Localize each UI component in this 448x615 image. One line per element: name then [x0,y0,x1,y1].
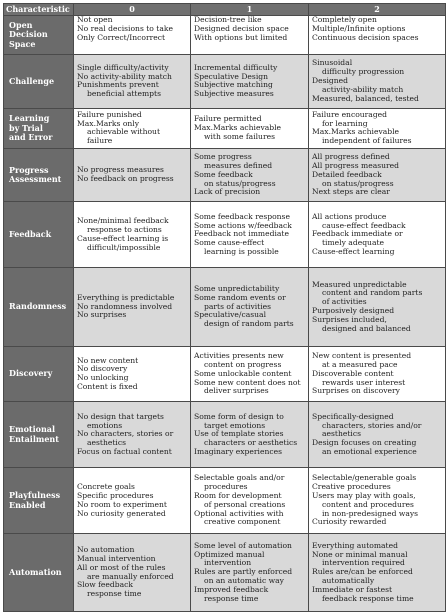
cell-line: content and procedures [322,499,414,509]
cell-line: content and random parts [322,288,423,298]
level-1-cell [191,402,309,468]
characteristics-table [3,3,446,612]
cell-line: Rules are/can be enforced [312,567,413,577]
cell-line: Max.Marks achievable [312,127,400,137]
characteristic-label-line: Enabled [9,499,46,510]
cell-line: Some cause-effect [194,238,265,248]
characteristic-label-line: Playfulness [9,490,61,501]
cell-line: are manually enforced [87,571,174,581]
cell-line: No curiosity generated [77,508,166,518]
cell-line: Creative procedures [312,482,391,492]
cell-line: With options but limited [194,32,288,42]
cell-line: emotions [87,420,123,430]
cell-line: Speculative Design [194,71,268,81]
header-level-2: 2 [309,4,446,16]
cell-line: Continuous decision spaces [312,32,419,42]
cell-line: Design focuses on creating [312,438,417,448]
characteristic-label-line: Challenge [9,75,55,86]
cell-line: No automation [77,545,135,555]
cell-line: aesthetics [322,429,361,439]
cell-line: Everything is predictable [77,292,175,302]
header-level-1: 1 [191,4,309,16]
level-0-cell [74,149,191,202]
level-2-cell [309,202,446,268]
cell-line: No feedback on progress [77,174,174,184]
cell-line: characters or aesthetics [204,438,298,448]
cell-line: Some feedback [194,169,253,179]
cell-line: Max.Marks only [77,118,140,128]
cell-line: an emotional experience [322,446,417,456]
cell-line: procedures [204,482,248,492]
cell-line: response to actions [87,224,162,234]
characteristic-label-line: Randomness [9,301,67,312]
level-0-cell [74,534,191,612]
header-level-0: 0 [74,4,191,16]
cell-line: All progress measured [312,160,400,170]
cell-line: intervention required [322,558,405,568]
level-1-cell [191,149,309,202]
cell-line: deliver surprises [204,386,269,396]
cell-line: response time [87,589,142,599]
cell-line: on status/progress [204,178,276,188]
row-characteristic [4,149,74,202]
cell-line: in non-predesigned ways [322,508,419,518]
characteristic-label-line: Feedback [9,228,52,239]
level-1-cell [191,55,309,108]
cell-line: of personal creations [204,499,286,509]
characteristic-label-line: Decision [9,29,48,40]
cell-line: New content is presented [312,351,412,361]
cell-line: All progress defined [312,152,390,162]
cell-line: Failure permitted [194,114,262,124]
cell-line: of activities [322,297,367,307]
level-1-cell [191,534,309,612]
cell-line: Use of template stories [194,429,284,439]
table-row [4,468,446,534]
cell-line: No randomness involved [77,301,173,311]
cell-line: achievable without [87,127,160,137]
cell-line: Incremental difficulty [194,62,278,72]
cell-line: beneficial attempts [87,89,161,99]
cell-line: failure [87,136,113,146]
cell-line: Multiple/Infinite options [312,23,406,33]
cell-line: No new content [77,355,139,365]
table-row [4,534,446,612]
cell-line: Specific procedures [77,490,154,500]
level-0-cell [74,402,191,468]
characteristic-label-line: and Error [9,132,53,143]
cell-line: independent of failures [322,136,412,146]
row-characteristic [4,346,74,401]
level-1-cell [191,468,309,534]
cell-line: Measured unpredictable [312,279,407,289]
characteristic-label-line: Discovery [9,368,53,379]
cell-line: characters, stories and/or [322,420,422,430]
cell-line: Some actions w/feedback [194,220,292,230]
cell-line: Selectable/generable goals [312,473,417,483]
cell-line: Purposively designed [312,306,395,316]
cell-line: No discovery [77,364,128,374]
cell-line: automatically [322,576,375,586]
table-row [4,16,446,55]
table-row [4,268,446,347]
cell-line: Optional activities with [194,508,284,518]
level-2-cell [309,108,446,148]
level-0-cell [74,16,191,55]
cell-line: activity-ability match [322,84,404,94]
cell-line: Speculative/casual [194,310,267,320]
cell-line: Rules are partly enforced [194,567,293,577]
level-0-cell [74,108,191,148]
cell-line: None/minimal feedback [77,216,169,226]
table-body [4,16,446,612]
cell-line: Concrete goals [77,482,135,492]
level-0-cell [74,55,191,108]
cell-line: Some progress [194,152,252,162]
table-row [4,149,446,202]
cell-line: creative component [204,517,281,527]
cell-line: Some new content does not [194,377,301,387]
characteristic-label-line: Space [9,38,36,49]
cell-line: Everything automated [312,540,398,550]
cell-line: timely adequate [322,238,385,248]
cell-line: Designed decision space [194,23,289,33]
cell-line: Detailed feedback [312,169,382,179]
cell-line: All or most of the rules [77,562,166,572]
cell-line: Some unpredictability [194,284,280,294]
table-header [4,4,446,16]
cell-line: Subjective measures [194,89,274,99]
cell-line: Room for development [194,490,282,500]
level-1-cell [191,108,309,148]
characteristic-label-line: Emotional [9,424,56,435]
characteristic-label-line: Progress [9,164,49,175]
cell-line: No design that targets [77,411,164,421]
cell-line: Selectable goals and/or [194,473,285,483]
cell-line: Some form of design to [194,411,284,421]
cell-line: Only Correct/Incorrect [77,32,166,42]
cell-line: Some level of automation [194,540,292,550]
cell-line: Failure encouraged [312,109,388,119]
header-characteristic: Characteristic [4,4,74,16]
cell-line: measures defined [204,160,273,170]
cell-line: Curiosity rewarded [312,517,387,527]
cell-line: Feedback immediate or [312,229,403,239]
level-2-cell [309,268,446,347]
cell-line: Immediate or fastest [312,584,393,594]
cell-line: Imaginary experiences [194,446,282,456]
cell-line: No room to experiment [77,499,167,509]
row-characteristic [4,202,74,268]
row-characteristic [4,468,74,534]
cell-line: Surprises on discovery [312,386,400,396]
cell-line: Optimized manual [194,549,265,559]
cell-line: content on progress [204,359,282,369]
row-characteristic [4,16,74,55]
cell-line: target emotions [204,420,266,430]
cell-line: Users may play with goals, [312,490,416,500]
characteristic-label-line: Automation [9,566,62,577]
cell-line: feedback response time [322,593,414,603]
level-2-cell [309,402,446,468]
cell-line: Feedback not immediate [194,229,289,239]
cell-line: Surprises included, [312,314,387,324]
level-2-cell [309,468,446,534]
cell-line: designed and balanced [322,323,411,333]
cell-line: Completely open [312,15,377,24]
cell-line: on status/progress [322,178,394,188]
level-1-cell [191,16,309,55]
level-2-cell [309,149,446,202]
level-2-cell [309,534,446,612]
cell-line: None or minimal manual [312,549,408,559]
cell-line: No progress measures [77,165,164,175]
table-row [4,55,446,108]
level-2-cell [309,346,446,401]
cell-line: Some unlockable content [194,368,292,378]
cell-line: No unlocking [77,373,129,383]
cell-line: Improved feedback [194,584,269,594]
cell-line: No real decisions to take [77,23,173,33]
level-1-cell [191,202,309,268]
cell-line: Cause-effect learning [312,246,395,256]
cell-line: Discoverable content [312,368,394,378]
cell-line: No activity-ability match [77,71,172,81]
cell-line: cause-effect feedback [322,220,406,230]
characteristic-label-line: by Trial [9,122,43,133]
cell-line: Single difficulty/activity [77,62,169,72]
cell-line: rewards user interest [322,377,406,387]
cell-line: Subjective matching [194,80,273,90]
cell-line: Focus on factual content [77,446,172,456]
header-row [4,4,446,16]
cell-line: aesthetics [87,438,126,448]
cell-line: difficulty progression [322,67,405,77]
row-characteristic [4,268,74,347]
level-0-cell [74,202,191,268]
level-2-cell [309,55,446,108]
cell-line: parts of activities [204,301,272,311]
cell-line: with some failures [204,131,275,141]
row-characteristic [4,55,74,108]
characteristic-label-line: Open [9,19,33,30]
characteristics-table-container [3,3,445,612]
table-row [4,402,446,468]
cell-line: for learning [322,118,368,128]
characteristic-label-line: Learning [9,112,50,123]
cell-line: Not open [77,15,113,24]
level-2-cell [309,16,446,55]
level-0-cell [74,468,191,534]
row-characteristic [4,534,74,612]
cell-line: difficult/impossible [87,242,161,252]
cell-line: Some random events or [194,292,286,302]
characteristic-label-line: Assessment [9,174,62,185]
cell-line: Next steps are clear [312,187,390,197]
level-0-cell [74,268,191,347]
cell-line: Activities presents new [194,351,284,361]
cell-line: on an automatic way [204,576,284,586]
table-row [4,202,446,268]
cell-line: learning is possible [204,246,279,256]
cell-line: Specifically-designed [312,411,394,421]
row-characteristic [4,402,74,468]
level-1-cell [191,346,309,401]
cell-line: intervention [204,558,252,568]
cell-line: Content is fixed [77,381,138,391]
cell-line: Manual intervention [77,554,156,564]
characteristic-label-line: Entailment [9,433,59,444]
cell-line: No characters, stories or [77,429,174,439]
cell-line: All actions produce [312,211,387,221]
cell-line: Decision-tree like [194,15,262,24]
cell-line: No surprises [77,310,127,320]
cell-line: design of random parts [204,319,294,329]
cell-line: Sinusoidal [312,58,353,68]
cell-line: Failure punished [77,109,142,119]
cell-line: Slow feedback [77,580,134,590]
table-row [4,346,446,401]
level-0-cell [74,346,191,401]
cell-line: Lack of precision [194,187,261,197]
level-1-cell [191,268,309,347]
cell-line: at a measured pace [322,359,398,369]
cell-line: Max.Marks achievable [194,122,282,132]
cell-line: Some feedback response [194,211,290,221]
table-row [4,108,446,148]
cell-line: response time [204,593,259,603]
cell-line: Cause-effect learning is [77,233,169,243]
row-characteristic [4,108,74,148]
cell-line: Designed [312,76,349,86]
cell-line: Measured, balanced, tested [312,93,419,103]
cell-line: Punishments prevent [77,80,159,90]
